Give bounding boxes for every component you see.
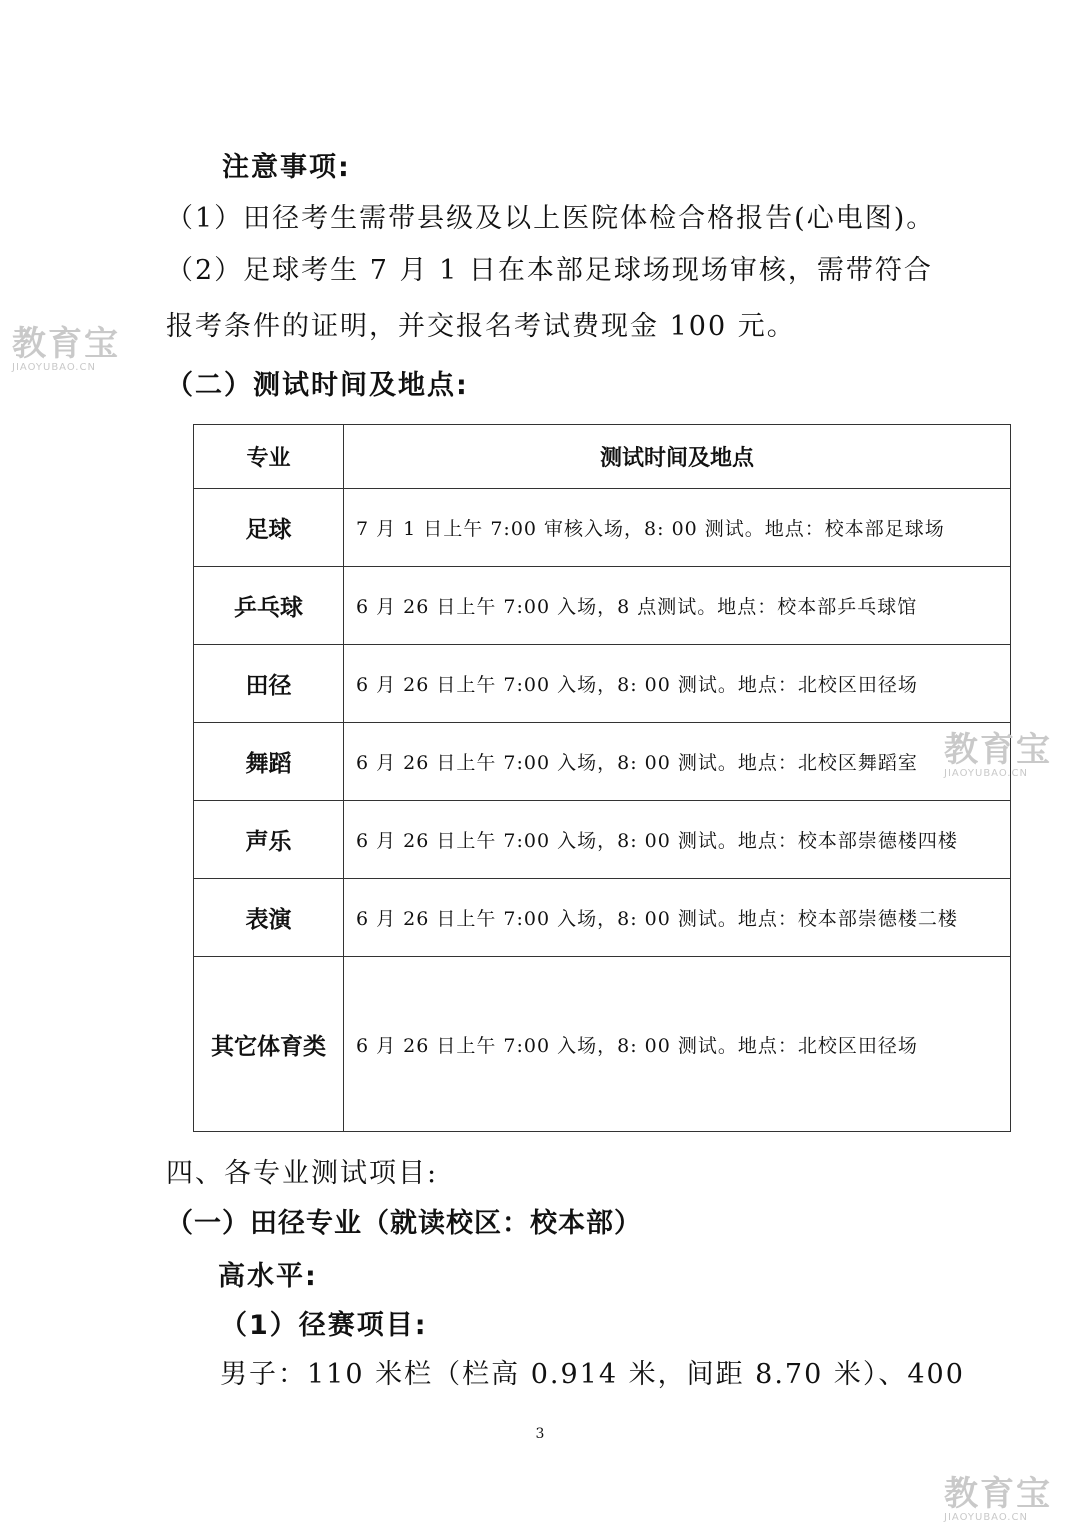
track-heading: （一）田径专业（就读校区：校本部）	[166, 1208, 642, 1239]
row-major: 表演	[194, 879, 344, 957]
page-number: 3	[535, 1426, 545, 1442]
notes-item-1: （1）田径考生需带县级及以上医院体检合格报告(心电图)。	[166, 203, 936, 234]
table-row	[194, 801, 1011, 879]
table-row	[194, 489, 1011, 567]
table-header-row	[194, 425, 1011, 489]
schedule-table	[193, 424, 1011, 1132]
row-detail: 6 月 26 日上午 7:00 入场，8 点测试。地点：校本部乒乓球馆	[344, 567, 1011, 645]
watermark	[944, 1476, 1052, 1523]
row-detail: 6 月 26 日上午 7:00 入场，8: 00 测试。地点：北校区田径场	[344, 645, 1011, 723]
male-events-line: 男子：110 米栏（栏高 0.914 米，间距 8.70 米）、400	[220, 1359, 965, 1390]
header-time-place: 测试时间及地点	[344, 425, 1011, 489]
watermark-subtext: JIAOYUBAO.CN	[944, 1512, 1028, 1523]
row-detail: 6 月 26 日上午 7:00 入场，8: 00 测试。地点：校本部崇德楼四楼	[344, 801, 1011, 879]
table-row	[194, 567, 1011, 645]
watermark-subtext: JIAOYUBAO.CN	[944, 768, 1028, 779]
section-2-heading: （二）测试时间及地点:	[166, 370, 469, 401]
watermark-text: 教育宝	[944, 730, 1052, 770]
row-major: 田径	[194, 645, 344, 723]
notes-item-2-line-1: （2）足球考生 7 月 1 日在本部足球场现场审核，需带符合	[166, 255, 933, 286]
notes-item-2-line-2: 报考条件的证明，并交报名考试费现金 100 元。	[166, 311, 796, 342]
section-4-heading: 四、各专业测试项目:	[166, 1158, 439, 1189]
table-row	[194, 723, 1011, 801]
watermark-text: 教育宝	[944, 1474, 1052, 1514]
track-events-heading: （1）径赛项目:	[220, 1310, 428, 1341]
table-row	[194, 879, 1011, 957]
watermark-text: 教育宝	[12, 324, 120, 364]
header-major: 专业	[194, 425, 344, 489]
row-detail: 6 月 26 日上午 7:00 入场，8: 00 测试。地点：北校区田径场	[344, 957, 1011, 1132]
watermark	[12, 326, 120, 373]
row-detail: 6 月 26 日上午 7:00 入场，8: 00 测试。地点：北校区舞蹈室	[344, 723, 1011, 801]
row-major: 舞蹈	[194, 723, 344, 801]
high-level-heading: 高水平:	[218, 1261, 318, 1292]
row-major: 其它体育类	[194, 957, 344, 1132]
row-major: 乒乓球	[194, 567, 344, 645]
row-detail: 7 月 1 日上午 7:00 审核入场，8: 00 测试。地点：校本部足球场	[344, 489, 1011, 567]
watermark-subtext: JIAOYUBAO.CN	[12, 362, 96, 373]
notes-heading: 注意事项:	[222, 152, 351, 183]
row-major: 声乐	[194, 801, 344, 879]
watermark	[944, 732, 1052, 779]
table-row	[194, 957, 1011, 1132]
table-row	[194, 645, 1011, 723]
row-major: 足球	[194, 489, 344, 567]
row-detail: 6 月 26 日上午 7:00 入场，8: 00 测试。地点：校本部崇德楼二楼	[344, 879, 1011, 957]
